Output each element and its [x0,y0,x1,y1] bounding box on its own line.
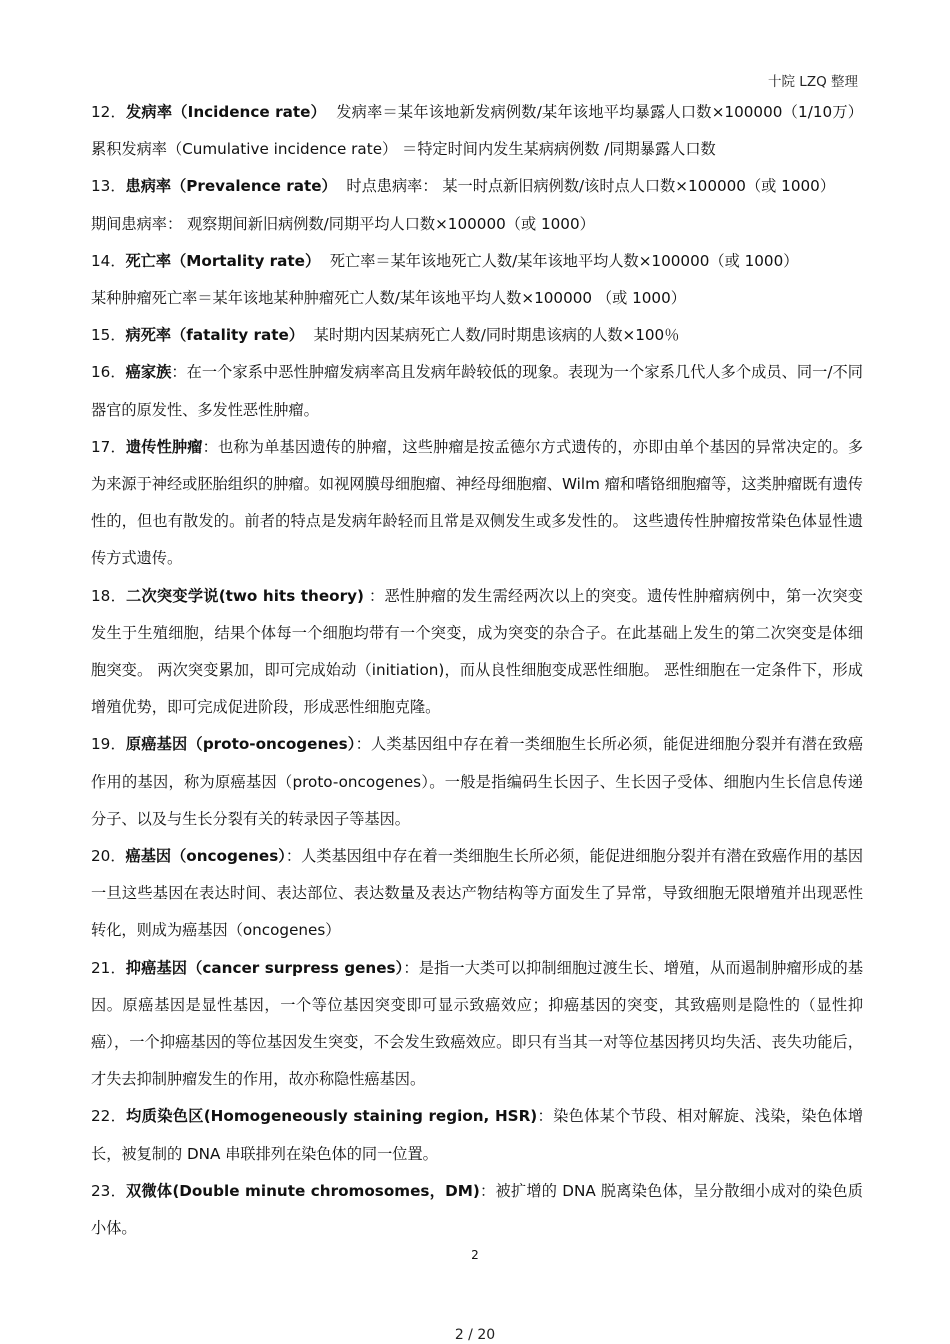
entry-incidence-rate: 12．发病率（Incidence rate） 发病率＝某年该地新发病例数/某年该地平均暴露人口数×100000（1/10万）累积发病率（Cumulative incidence rate） ＝特定时间内发生某病病例数 /同期暴露人口数 [91,103,863,159]
entry-term: 二次突变学说(two hits theory) [126,586,364,605]
entry-two-hits-theory: 18．二次突变学说(two hits theory) ：恶性肿瘤的发生需经两次以上的突变。遗传性肿瘤病例中，第一次突变发生于生殖细胞，结果个体每一个细胞均带有一个突变，成为突变的杂合子。在此基础上发生的第二次突变是体细胞突变。 两次突变累加，即可完成始动（initiation)，而从良性细胞变成恶性细胞。 恶性细胞在一定条件下，形成增殖优势，即可完成促进阶段，形成恶性细胞克隆。 [91,586,863,717]
entry-term: 抑癌基因（cancer surpress genes） [125,958,404,977]
entry-term: 病死率（fatality rate） [125,326,304,345]
entry-text: ：恶性肿瘤的发生需经两次以上的突变。遗传性肿瘤病例中，第一次突变发生于生殖细胞，结果个体每一个细胞均带有一个突变，成为突变的杂合子。在此基础上发生的第二次突变是体细胞突变。 两次突变累加，即可完成始动（initiation)，而从良性细胞变成恶性细胞。 恶性细胞在一定条件下，形成增殖优势，即可完成促进阶段，形成恶性细胞克隆。 [91,586,863,717]
entry-prevalence-rate: 13．患病率（Prevalence rate） 时点患病率： 某一时点新旧病例数/该时点人口数×100000（或 1000） 期间患病率： 观察期间新旧病例数/同期平均人口数×100000（或 1000） [91,168,863,242]
entry-term: 患病率（Prevalence rate） [125,177,337,196]
entry-double-minute: 23．双微体(Double minute chromosomes，DM)：被扩增的 DNA 脱离染色体，呈分散细小成对的染色质小体。 [91,1181,863,1238]
entry-term: 双微体(Double minute chromosomes，DM) [126,1181,480,1200]
entry-term: 原癌基因（proto-oncogenes） [125,735,356,754]
entry-text: ：人类基因组中存在着一类细胞生长所必须，能促进细胞分裂并有潜在致癌作用的基因，称为原癌基因（proto-oncogenes）。一般是指编码生长因子、生长因子受体、细胞内生长信息传递分子、以及与生长分裂有关的转录因子等基因。 [91,735,864,828]
entry-oncogenes: 20．癌基因（oncogenes）：人类基因组中存在着一类细胞生长所必须，能促进细胞分裂并有潜在致癌作用的基因一旦这些基因在表达时间、表达部位、表达数量及表达产物结构等方面发生了异常，导致细胞无限增殖并出现恶性转化，则成为癌基因（oncogenes） [91,847,863,940]
entry-text: ：染色体某个节段、相对解旋、浅染，染色体增长，被复制的 DNA 串联排列在染色体的同一位置。 [91,1107,864,1163]
page-number: 2 [471,1248,479,1262]
entry-term: 死亡率（Mortality rate） [125,251,321,270]
entry-text: 时点患病率： 某一时点新旧病例数/该时点人口数×100000（或 1000） [346,177,836,196]
document-body [91,94,863,1247]
entry-text: ：人类基因组中存在着一类细胞生长所必须，能促进细胞分裂并有潜在致癌作用的基因一旦这些基因在表达时间、表达部位、表达数量及表达产物结构等方面发生了异常，导致细胞无限增殖并出现恶性转化，则成为癌基因（oncogenes） [91,847,863,940]
entry-tumor-suppressor-genes: 21．抑癌基因（cancer surpress genes）：是指一大类可以抑制细胞过渡生长、增殖，从而遏制肿瘤形成的基因。原癌基因是显性基因，一个等位基因突变即可显示致癌效应；抑癌基因的突变，其致癌则是隐性的（显性抑癌），一个抑癌基因的等位基因发生突变，不会发生致癌效应。即只有当其一对等位基因拷贝均失活、丧失功能后，才失去抑制肿瘤发生的作用，故亦称隐性癌基因。 [91,958,864,1089]
entry-term: 发病率（Incidence rate） [125,103,327,121]
entry-extra: 期间患病率： 观察期间新旧病例数/同期平均人口数×100000（或 1000） [91,214,595,233]
entry-hereditary-tumor: 17．遗传性肿瘤：也称为单基因遗传的肿瘤，这些肿瘤是按孟德尔方式遗传的，亦即由单个基因的异常决定的。多为来源于神经或胚胎组织的肿瘤。如视网膜母细胞瘤、神经母细胞瘤、Wilm 瘤和嗜铬细胞瘤等，这类肿瘤既有遗传性的，但也有散发的。前者的特点是发病年龄轻而且常是双侧发生或多发性的。 这些遗传性肿瘤按常染色体显性遗传方式遗传。 [91,437,864,568]
entry-term: 癌基因（oncogenes） [125,847,286,866]
entry-text: ：也称为单基因遗传的肿瘤，这些肿瘤是按孟德尔方式遗传的，亦即由单个基因的异常决定的。多为来源于神经或胚胎组织的肿瘤。如视网膜母细胞瘤、神经母细胞瘤、Wilm 瘤和嗜铬细胞瘤等，这类肿瘤既有遗传性的，但也有散发的。前者的特点是发病年龄轻而且常是双侧发生或多发性的。 这些遗传性肿瘤按常染色体显性遗传方式遗传。 [91,437,864,568]
entry-mortality-rate: 14．死亡率（Mortality rate） 死亡率＝某年该地死亡人数/某年该地平均人数×100000（或 1000） 某种肿瘤死亡率＝某年该地某种肿瘤死亡人数/某年该地平均人数×100000 （或 1000） [91,243,863,317]
entry-text: ：是指一大类可以抑制细胞过渡生长、增殖，从而遏制肿瘤形成的基因。原癌基因是显性基因，一个等位基因突变即可显示致癌效应；抑癌基因的突变，其致癌则是隐性的（显性抑癌），一个抑癌基因的等位基因发生突变，不会发生致癌效应。即只有当其一对等位基因拷贝均失活、丧失功能后，才失去抑制肿瘤发生的作用，故亦称隐性癌基因。 [91,958,864,1089]
entry-text: ：被扩增的 DNA 脱离染色体，呈分散细小成对的染色质小体。 [91,1181,863,1238]
entry-cancer-family: 16．癌家族：在一个家系中恶性肿瘤发病率高且发病年龄较低的现象。表现为一个家系几代人多个成员、同一/不同器官的原发性、多发性恶性肿瘤。 [91,363,863,419]
entry-text: 发病率＝某年该地新发病例数/某年该地平均暴露人口数×100000（1/10万）累积发病率（Cumulative incidence rate） ＝特定时间内发生某病病例数 /同期暴露人口数 [91,103,863,159]
entry-term: 癌家族 [125,363,172,382]
entry-term: 遗传性肿瘤 [125,437,203,456]
entry-fatality-rate: 15．病死率（fatality rate） 某时期内因某病死亡人数/同时期患该病的人数×100％ [91,326,680,345]
page-counter: 2 / 20 [454,1327,496,1343]
entry-text: 死亡率＝某年该地死亡人数/某年该地平均人数×100000（或 1000） [329,251,799,270]
entry-hsr: 22．均质染色区(Homogeneously staining region, HSR)：染色体某个节段、相对解旋、浅染，染色体增长，被复制的 DNA 串联排列在染色体的同一位置。 [91,1107,864,1163]
entry-proto-oncogenes: 19．原癌基因（proto-oncogenes）：人类基因组中存在着一类细胞生长所必须，能促进细胞分裂并有潜在致癌作用的基因，称为原癌基因（proto-oncogenes）。一般是指编码生长因子、生长因子受体、细胞内生长信息传递分子、以及与生长分裂有关的转录因子等基因。 [91,735,864,828]
entry-text: 某时期内因某病死亡人数/同时期患该病的人数×100％ [313,326,680,345]
entry-term: 均质染色区(Homogeneously staining region, HSR) [126,1107,538,1126]
page-header: 十院 LZQ 整理 [768,74,858,90]
entry-extra: 某种肿瘤死亡率＝某年该地某种肿瘤死亡人数/某年该地平均人数×100000 （或 1000） [91,289,686,308]
entry-text: ：在一个家系中恶性肿瘤发病率高且发病年龄较低的现象。表现为一个家系几代人多个成员、同一/不同器官的原发性、多发性恶性肿瘤。 [91,363,863,419]
